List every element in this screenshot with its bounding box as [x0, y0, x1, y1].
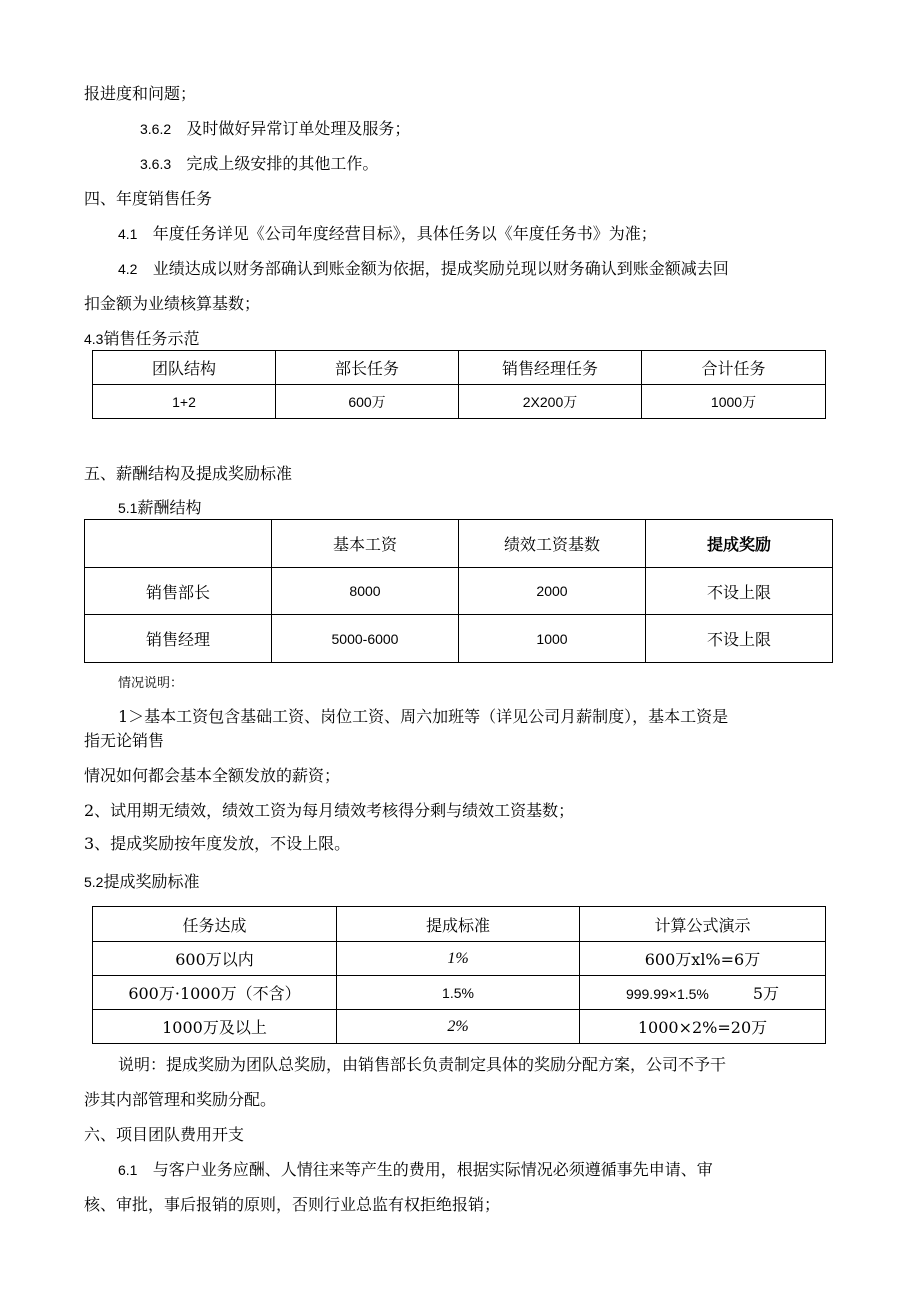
- table-row: [93, 942, 826, 976]
- table-cell: 2%: [337, 1010, 580, 1044]
- text-line: 情况如何都会基本全额发放的薪资；: [84, 766, 341, 785]
- item-text: 年度任务详见《公司年度经营目标》，具体任务以《年度任务书》为准；: [152, 224, 657, 243]
- text-line: [118, 1160, 713, 1180]
- item-text: 提成奖励标准: [103, 872, 200, 891]
- table-cell: 销售部长: [85, 568, 272, 615]
- text-line: 2、试用期无绩效，绩效工资为每月绩效考核得分剩与绩效工资基数；: [84, 801, 575, 820]
- table-row: [85, 568, 833, 615]
- table-cell: 不设上限: [646, 615, 833, 663]
- table-cell: 销售经理: [85, 615, 272, 663]
- table-row: [93, 1010, 826, 1044]
- item-text: 销售任务示范: [103, 329, 200, 348]
- table-header: 部长任务: [276, 351, 459, 385]
- table-header: 提成标准: [337, 907, 580, 942]
- table-header: 绩效工资基数: [459, 520, 646, 568]
- subsection-heading: [84, 872, 199, 892]
- table-cell: 2000: [459, 568, 646, 615]
- text-line: 报进度和问题；: [84, 84, 197, 103]
- text-line: 指无论销售: [84, 731, 165, 750]
- item-number: 3.6.3: [140, 156, 172, 172]
- table-cell: 8000: [272, 568, 459, 615]
- text-line: 扣金额为业绩核算基数；: [84, 294, 261, 313]
- item-text: 业绩达成以财务部确认到账金额为依据，提成奖励兑现以财务确认到账金额减去回: [152, 259, 729, 278]
- text-line: 核、审批，事后报销的原则，否则行业总监有权拒绝报销；: [84, 1195, 501, 1214]
- table-header: 团队结构: [93, 351, 276, 385]
- table-header: 合计任务: [642, 351, 826, 385]
- text-line: 3、提成奖励按年度发放，不设上限。: [84, 834, 351, 853]
- text-line: [118, 259, 729, 279]
- text-line: 涉其内部管理和奖励分配。: [84, 1090, 277, 1109]
- text-line: 1＞基本工资包含基础工资、岗位工资、周六加班等（详见公司月薪制度），基本工资是: [118, 707, 729, 726]
- table-cell: 600万xl%=6万: [580, 942, 826, 976]
- item-number: 3.6.2: [140, 121, 172, 137]
- table-header: 基本工资: [272, 520, 459, 568]
- table-cell: 1000万及以上: [93, 1010, 337, 1044]
- table-row: [93, 976, 826, 1010]
- table-cell: 600万: [276, 385, 459, 419]
- table-cell: 1.5%: [337, 976, 580, 1010]
- table-header: 计算公式演示: [580, 907, 826, 942]
- table-row: [85, 615, 833, 663]
- item-text: 及时做好异常订单处理及服务；: [186, 119, 411, 138]
- subsection-heading: [84, 329, 199, 349]
- item-number: 4.1: [118, 226, 138, 242]
- text-line: [118, 224, 657, 244]
- table-header: [85, 520, 272, 568]
- subsection-heading: [118, 498, 201, 518]
- text-line: 说明：提成奖励为团队总奖励，由销售部长负责制定具体的奖励分配方案，公司不予干: [118, 1055, 727, 1074]
- item-text: 薪酬结构: [137, 498, 202, 517]
- table-header: 销售经理任务: [459, 351, 642, 385]
- table-cell: 1000×2%=20万: [580, 1010, 826, 1044]
- table-cell: 600万以内: [93, 942, 337, 976]
- section-heading: 四、年度销售任务: [84, 189, 213, 208]
- table-cell: 不设上限: [646, 568, 833, 615]
- table-cell: 600万·1000万（不含）: [93, 976, 337, 1010]
- text-line: [140, 119, 410, 139]
- section-heading: 五、薪酬结构及提成奖励标准: [84, 464, 293, 483]
- table-cell: 5000-6000: [272, 615, 459, 663]
- table-header: 提成奖励: [646, 520, 833, 568]
- note-label: 情况说明：: [118, 676, 184, 691]
- item-text: 完成上级安排的其他工作。: [186, 154, 379, 173]
- table-cell: 1+2: [93, 385, 276, 419]
- section-heading: 六、项目团队费用开支: [84, 1125, 245, 1144]
- formula-result: 5万: [752, 984, 780, 1003]
- item-number: 5.1: [118, 500, 138, 516]
- sales-task-table: [92, 350, 826, 419]
- item-number: 6.1: [118, 1162, 138, 1178]
- item-number: 5.2: [84, 874, 104, 890]
- table-cell: 1000万: [642, 385, 826, 419]
- table-cell: 2X200万: [459, 385, 642, 419]
- table-cell: 1000: [459, 615, 646, 663]
- salary-structure-table: [84, 519, 833, 663]
- commission-standard-table: [92, 906, 826, 1044]
- table-cell: [580, 976, 826, 1010]
- formula-text: 999.99×1.5%: [625, 986, 709, 1002]
- table-header: 任务达成: [93, 907, 337, 942]
- text-line: [140, 154, 378, 174]
- item-number: 4.2: [118, 261, 138, 277]
- table-cell: 1%: [337, 942, 580, 976]
- item-text: 与客户业务应酬、人情往来等产生的费用，根据实际情况必须遵循事先申请、审: [152, 1160, 713, 1179]
- item-number: 4.3: [84, 331, 104, 347]
